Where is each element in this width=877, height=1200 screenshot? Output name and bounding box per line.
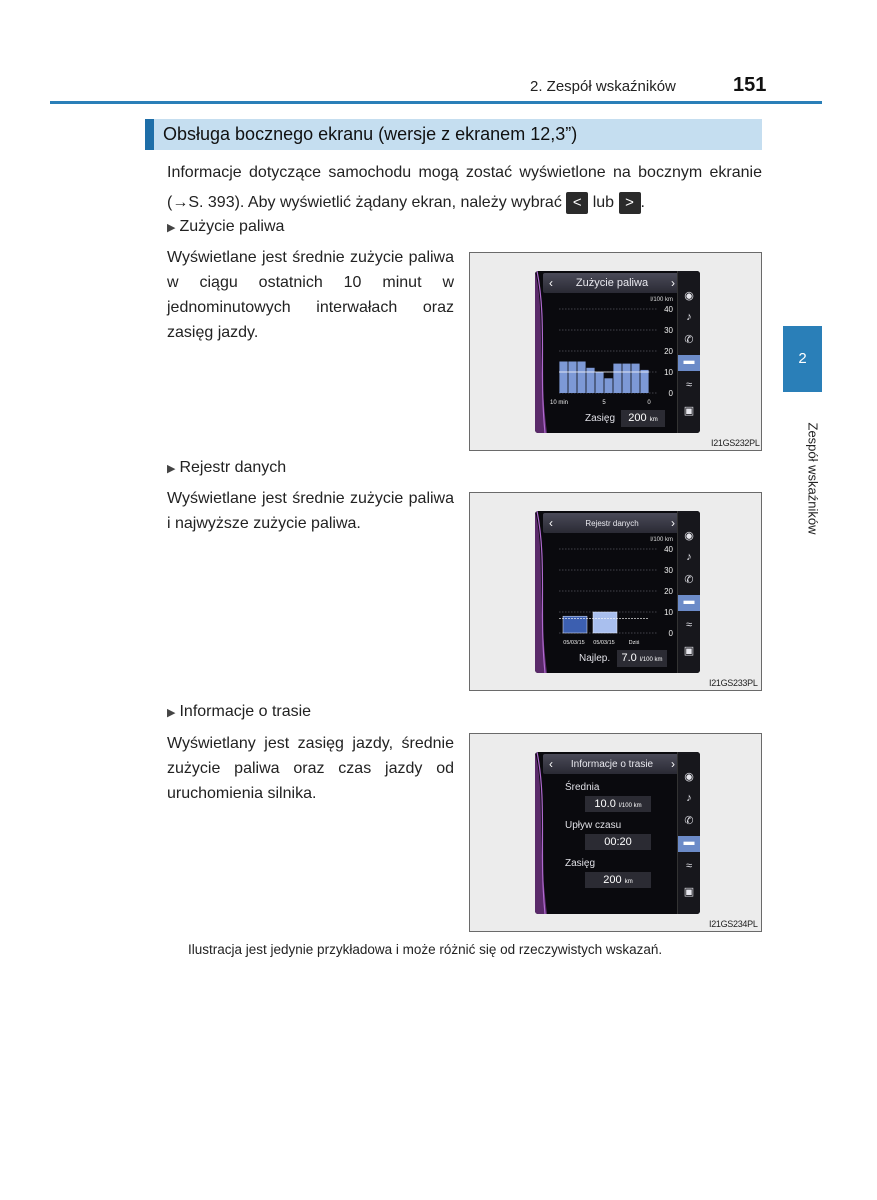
y-tick-label: 40	[664, 545, 673, 554]
figure-fuel-consumption	[469, 252, 762, 451]
display-icon: ▣	[683, 886, 695, 898]
triangle-bullet-icon: ▶	[167, 222, 176, 234]
y-tick-label: 30	[664, 326, 673, 335]
chevron-left-icon: ‹	[549, 276, 553, 290]
climate-icon: ≈	[685, 860, 693, 872]
car-info-icon: ▬	[678, 355, 700, 371]
phone-icon: ✆	[684, 815, 694, 827]
fuel-bar	[586, 368, 594, 393]
trip-row-label: Średnia	[565, 782, 600, 793]
screen-header	[543, 273, 681, 293]
chevron-right-icon: ›	[671, 516, 675, 530]
climate-icon: ≈	[685, 379, 693, 391]
page-number: 151	[733, 74, 767, 96]
fuel-bar	[622, 364, 630, 393]
data-log-description: Wyświetlane jest średnie zużycie paliwa i najwyższe zużycie paliwa.	[167, 490, 454, 532]
y-tick-label: 10	[664, 368, 673, 377]
x-tick-label: Dziś	[628, 640, 640, 646]
x-tick-label: 10 min	[549, 400, 569, 406]
best-value-box	[617, 650, 667, 667]
subheading-trip-info	[167, 703, 311, 721]
trip-row-value: 00:20	[604, 836, 632, 848]
decorative-wave	[535, 271, 549, 433]
decorative-wave	[535, 752, 549, 914]
side-screen	[535, 511, 700, 673]
y-tick-label: 0	[668, 389, 673, 398]
unit-label: l/100 km	[650, 537, 673, 543]
trip-row-value-box	[585, 872, 651, 888]
fuel-bar	[604, 378, 612, 393]
x-tick-label: 0	[647, 400, 651, 406]
display-icon: ▣	[683, 405, 695, 417]
section-title-marker	[145, 119, 154, 150]
subheading-fuel	[167, 218, 284, 236]
subheading-label: Informacje o trasie	[179, 703, 312, 720]
screen-side-icons	[677, 511, 700, 673]
triangle-bullet-icon: ▶	[167, 463, 176, 475]
subheading-label: Rejestr danych	[179, 459, 287, 476]
screen-title: Informacje o trasie	[570, 759, 654, 770]
figure-data-log	[469, 492, 762, 691]
best-unit: l/100 km	[639, 657, 663, 663]
chevron-right-icon: ›	[671, 276, 675, 290]
trip-row-unit: l/100 km	[618, 803, 642, 809]
compass-icon: ◉	[684, 290, 694, 302]
music-note-icon: ♪	[686, 792, 692, 804]
chevron-left-icon: ‹	[549, 516, 553, 530]
figure-trip-info	[469, 733, 762, 932]
chevron-left-icon: <	[566, 192, 588, 214]
screen-header	[543, 513, 681, 533]
screen-title: Rejestr danych	[585, 519, 639, 528]
y-tick-label: 20	[664, 347, 673, 356]
side-screen	[535, 271, 700, 433]
intro-paragraph	[167, 158, 762, 218]
fuel-description: Wyświetlane jest średnie zużycie paliwa w ciągu ostatnich 10 minut w jednominutowych interwałach oraz zasięg jazdy.	[167, 249, 454, 341]
fuel-chart	[549, 293, 677, 411]
chapter-tab-label: Zespół wskaźników	[805, 422, 821, 535]
figure-code: I21GS234PL	[709, 919, 758, 929]
triangle-bullet-icon: ▶	[167, 707, 176, 719]
log-bar	[593, 612, 617, 633]
car-info-icon: ▬	[678, 595, 700, 611]
fuel-bar	[640, 370, 648, 393]
range-unit: km	[649, 417, 658, 423]
music-note-icon: ♪	[686, 311, 692, 323]
range-value-box	[621, 410, 665, 427]
fuel-bar	[613, 364, 621, 393]
intro-end: .	[640, 194, 645, 211]
x-tick-label: 05/03/15	[563, 640, 585, 646]
screen-side-icons	[677, 752, 700, 914]
unit-label: l/100 km	[650, 297, 673, 303]
fuel-bar	[568, 362, 576, 394]
trip-row-value: 200	[603, 874, 622, 886]
y-tick-label: 30	[664, 566, 673, 575]
intro-or: lub	[588, 194, 619, 211]
x-tick-label: 05/03/15	[593, 640, 615, 646]
trip-row-value-box	[585, 796, 651, 812]
best-value: 7.0	[621, 652, 637, 664]
compass-icon: ◉	[684, 771, 694, 783]
chevron-right-icon: >	[619, 192, 641, 214]
running-header-section: 2. Zespół wskaźników	[530, 78, 676, 95]
fuel-bar	[577, 362, 585, 394]
header-rule	[50, 101, 822, 104]
figure-code: I21GS233PL	[709, 678, 758, 688]
screen-title: Zużycie paliwa	[575, 277, 649, 289]
intro-text: Informacje dotyczące samochodu mogą zostać wyświetlone na bocznym ekranie (→S. 393). Aby wyświetlić żądany ekran, należy wybrać	[167, 164, 762, 211]
fuel-bar	[595, 372, 603, 393]
data-log-chart	[549, 533, 677, 651]
car-info-icon: ▬	[678, 836, 700, 852]
log-bar	[563, 616, 587, 633]
display-icon: ▣	[683, 645, 695, 657]
subheading-data-log	[167, 459, 286, 477]
trip-info-description: Wyświetlany jest zasięg jazdy, średnie zużycie paliwa oraz czas jazdy od uruchomienia silnika.	[167, 735, 454, 802]
compass-icon: ◉	[684, 530, 694, 542]
y-tick-label: 20	[664, 587, 673, 596]
y-tick-label: 10	[664, 608, 673, 617]
range-value: 200	[628, 412, 647, 424]
music-note-icon: ♪	[686, 551, 692, 563]
range-label: Zasięg	[585, 413, 616, 424]
subheading-label: Zużycie paliwa	[179, 218, 285, 235]
phone-icon: ✆	[684, 574, 694, 586]
y-tick-label: 0	[668, 629, 673, 638]
screen-header	[543, 754, 681, 774]
section-title: Obsługa bocznego ekranu (wersje z ekranem 12,3”)	[145, 119, 762, 150]
chevron-right-icon: ›	[671, 757, 675, 771]
fuel-bar	[631, 364, 639, 393]
climate-icon: ≈	[685, 619, 693, 631]
x-tick-label: 5	[602, 400, 606, 406]
trip-row-label: Zasięg	[565, 858, 596, 869]
trip-row-unit: km	[624, 879, 633, 885]
trip-row-value-box	[585, 834, 651, 850]
best-label: Najlep.	[579, 653, 611, 664]
trip-row-value: 10.0	[594, 798, 616, 810]
screen-side-icons	[677, 271, 700, 433]
figure-code: I21GS232PL	[711, 438, 760, 448]
side-screen	[535, 752, 700, 914]
chevron-left-icon: ‹	[549, 757, 553, 771]
decorative-wave	[535, 511, 549, 673]
chapter-tab: 2	[783, 326, 822, 392]
trip-row-label: Upływ czasu	[565, 820, 622, 831]
phone-icon: ✆	[684, 334, 694, 346]
fuel-bar	[559, 362, 567, 394]
illustration-caption: Ilustracja jest jedynie przykładowa i może różnić się od rzeczywistych wskazań.	[188, 942, 663, 957]
y-tick-label: 40	[664, 305, 673, 314]
